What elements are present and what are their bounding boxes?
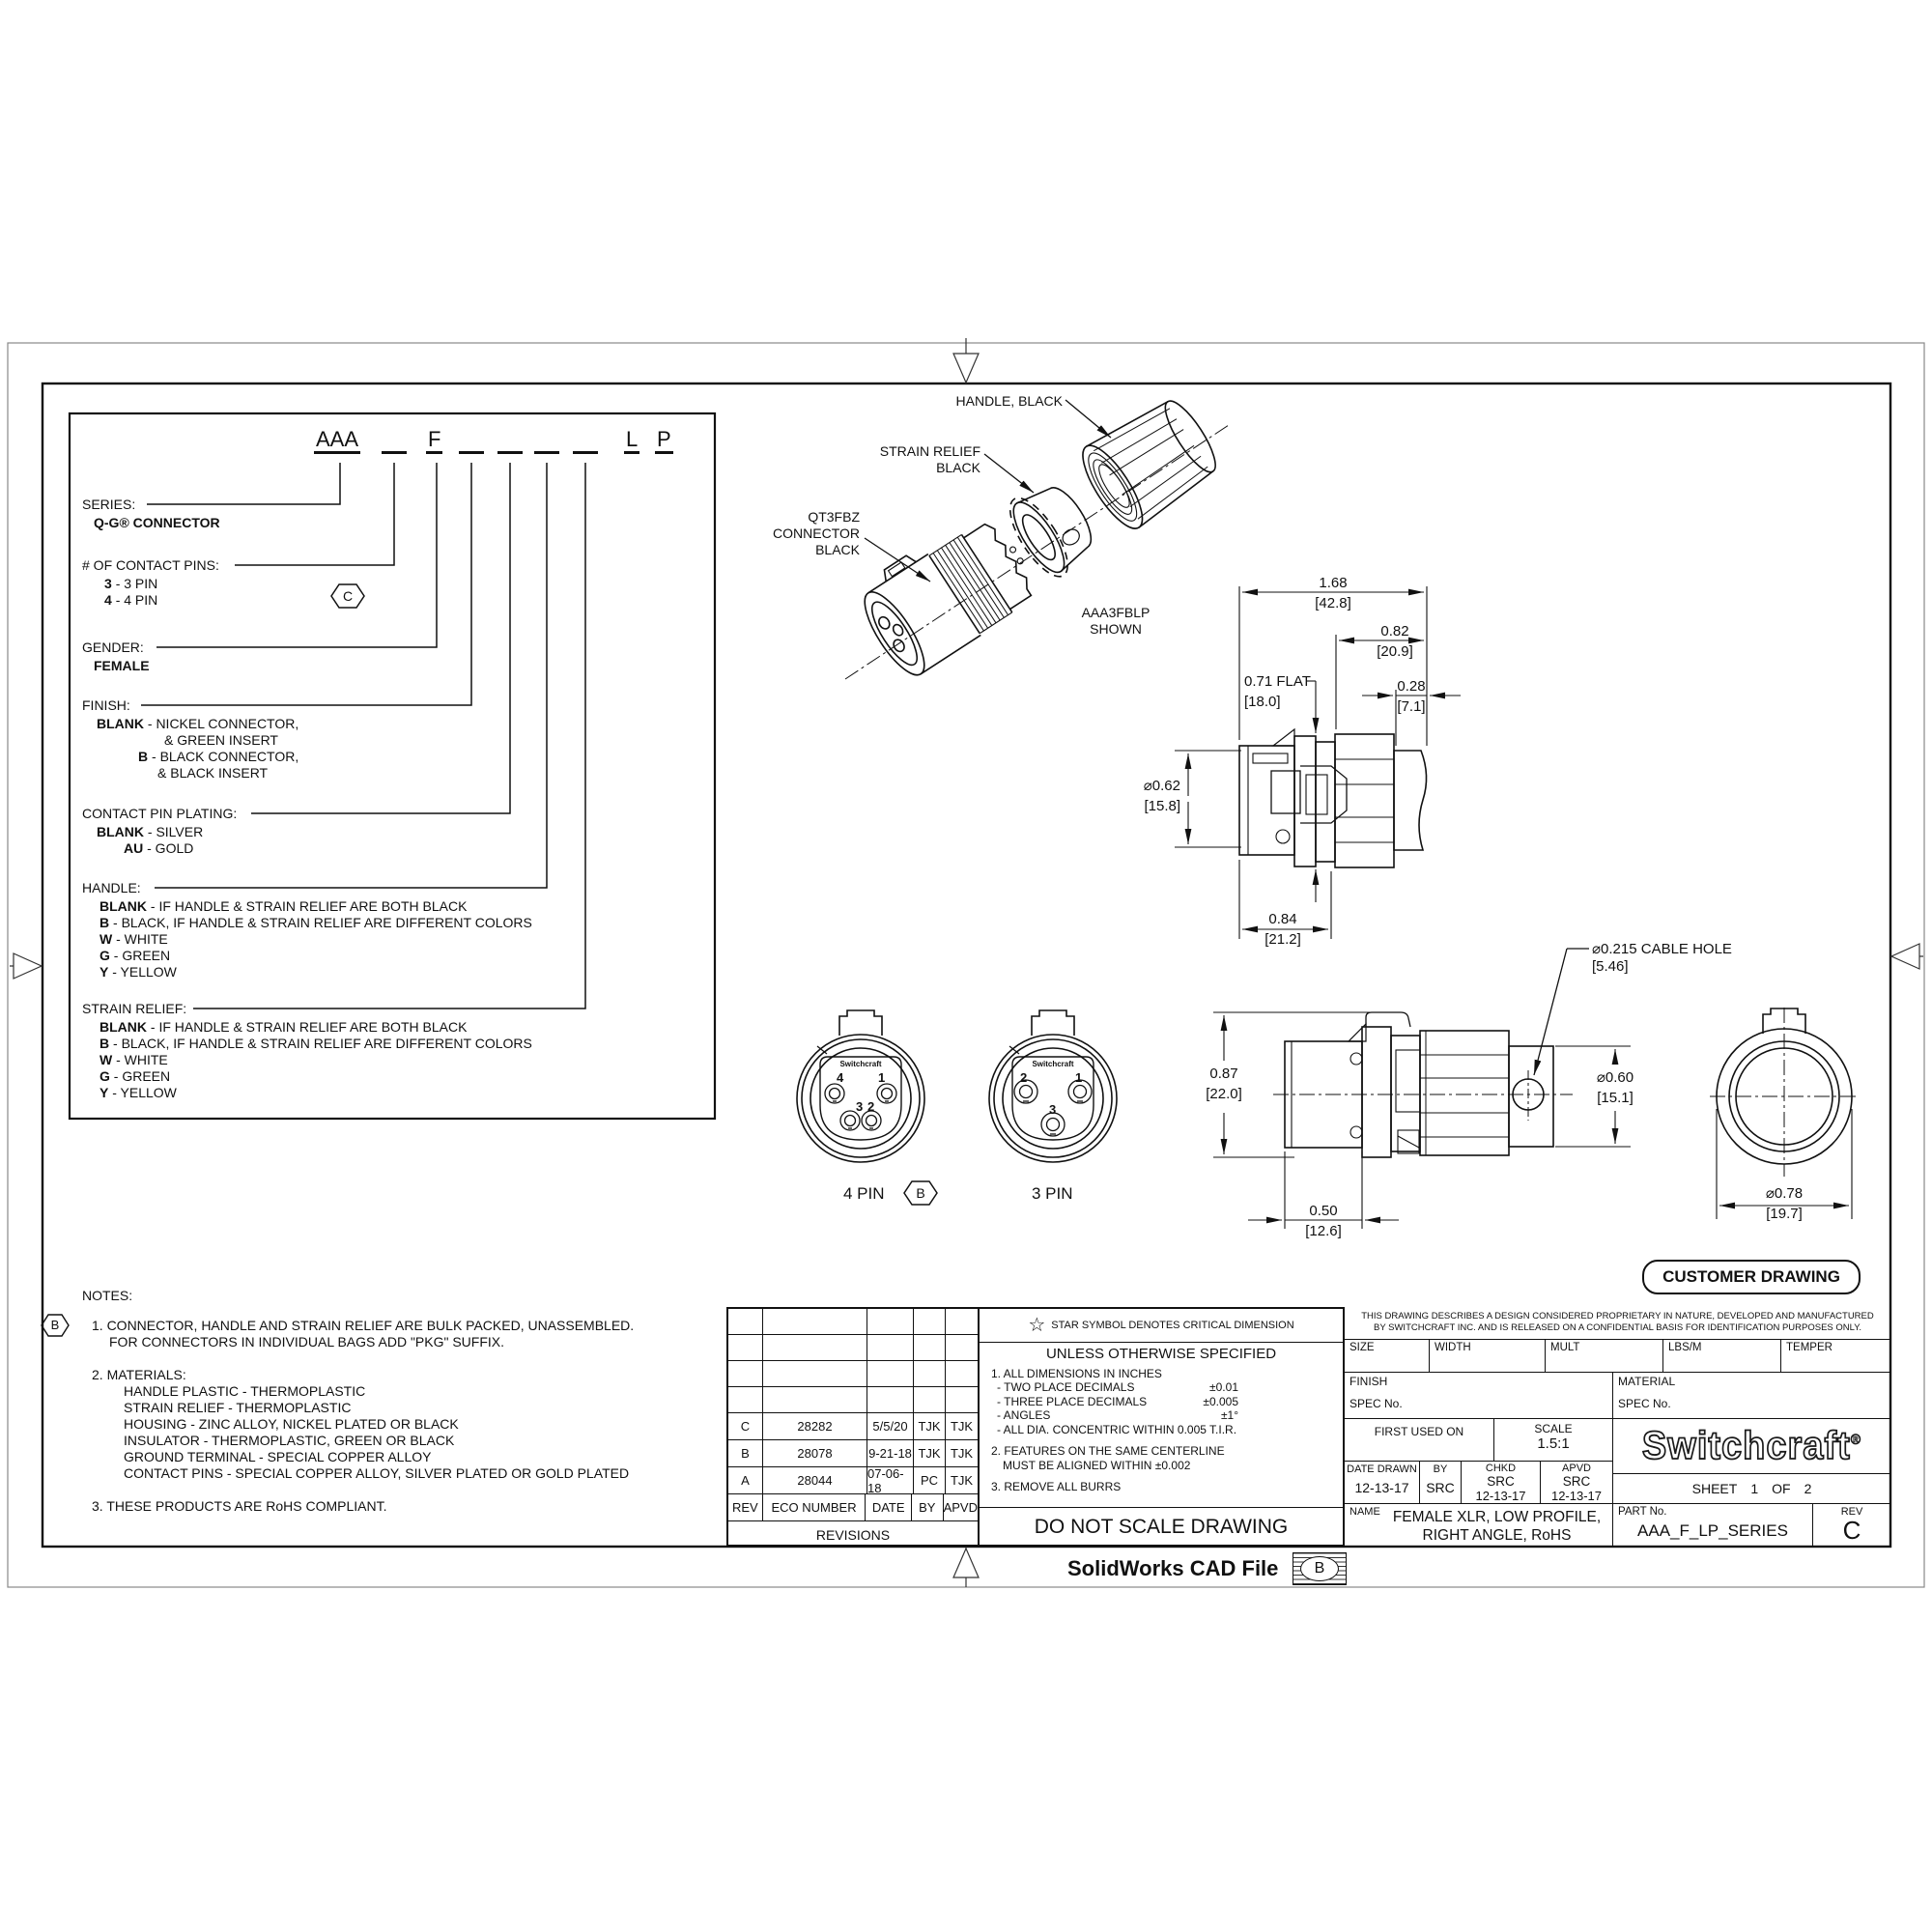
end-view: [1710, 1008, 1859, 1177]
proprietary-note: BY SWITCHCRAFT INC. AND IS RELEASED ON A CONFIDENTIAL BASIS FOR IDENTIFICATION PURPOSES ONLY.: [1373, 1322, 1861, 1333]
gender-label: GENDER:: [82, 639, 144, 655]
three-pin-face: [989, 1010, 1117, 1162]
by-label: BY: [1433, 1463, 1448, 1475]
three-pin-face-logo: Switchcraft: [1032, 1060, 1074, 1068]
finish-label: FINISH: [1350, 1375, 1388, 1388]
dim-front-length: 0.84 [21.2]: [1264, 911, 1301, 948]
flag-hexagon-c: C: [330, 583, 365, 609]
code-blank-pins: [382, 430, 407, 454]
dim-height: 0.87 [22.0]: [1203, 1066, 1245, 1102]
three-pin-label: 3 PIN: [1032, 1184, 1073, 1203]
three-pin-1: 1: [1075, 1070, 1083, 1085]
side-view-1-dims: [1175, 586, 1461, 939]
note-2: 2. MATERIALS:: [92, 1367, 186, 1382]
apvd-by: SRC: [1562, 1474, 1591, 1489]
sheet-number: 1: [1750, 1481, 1759, 1496]
chkd-date: 12-13-17: [1475, 1489, 1526, 1503]
name-label: NAME: [1350, 1506, 1380, 1518]
tol-line: 1. ALL DIMENSIONS IN INCHES: [991, 1366, 1162, 1380]
exploded-strain-relief: [1000, 472, 1105, 584]
note-2-material: STRAIN RELIEF - THERMOPLASTIC: [124, 1400, 352, 1415]
four-pin-3: 3: [856, 1099, 864, 1114]
chkd-by: SRC: [1487, 1474, 1515, 1489]
material-label: MATERIAL: [1618, 1375, 1676, 1388]
tol-line: MUST BE ALIGNED WITHIN ±0.002: [1003, 1458, 1191, 1472]
apvd-date: 12-13-17: [1550, 1489, 1603, 1503]
scale-label: SCALE: [1534, 1422, 1573, 1435]
scale-value: 1.5:1: [1537, 1435, 1570, 1452]
gender-value: FEMALE: [94, 658, 150, 673]
material-spec-label: SPEC No.: [1618, 1397, 1671, 1410]
exploded-handle-label: HANDLE, BLACK: [955, 393, 1063, 409]
flag-hexagon-b-note: B: [41, 1314, 70, 1337]
pins-label: # OF CONTACT PINS:: [82, 557, 219, 573]
dim-cable-hole: ⌀0.215 CABLE HOLE [5.46]: [1592, 941, 1732, 975]
note-2-material: HANDLE PLASTIC - THERMOPLASTIC: [124, 1383, 366, 1399]
plating-label: CONTACT PIN PLATING:: [82, 806, 238, 821]
tol-line: - ANGLES ±1°: [997, 1408, 1238, 1422]
series-label: SERIES:: [82, 497, 136, 512]
note-2-material: HOUSING - ZINC ALLOY, NICKEL PLATED OR BLACK: [124, 1416, 459, 1432]
handle-label: HANDLE:: [82, 880, 141, 895]
note-2-material: CONTACT PINS - SPECIAL COPPER ALLOY, SILVER PLATED OR GOLD PLATED: [124, 1465, 630, 1481]
exploded-strain-label: STRAIN RELIEF BLACK: [879, 443, 980, 475]
four-pin-1: 1: [878, 1070, 886, 1085]
sheet-label: SHEET: [1691, 1481, 1738, 1496]
exploded-connector-label: QT3FBZ CONNECTOR BLACK: [773, 509, 860, 557]
finish-spec-label: SPEC No.: [1350, 1397, 1403, 1410]
drawing-name-2: RIGHT ANGLE, RoHS: [1422, 1527, 1572, 1544]
finish-option-cont: & GREEN INSERT: [164, 732, 278, 748]
chkd-label: CHKD: [1485, 1463, 1517, 1474]
plating-option: AU - GOLD: [124, 840, 194, 856]
strain-option: W - WHITE: [99, 1052, 168, 1067]
by-value: SRC: [1426, 1480, 1455, 1495]
cad-flag-box: [1293, 1552, 1347, 1585]
tolerance-block: [980, 1307, 1343, 1547]
handle-option: B - BLACK, IF HANDLE & STRAIN RELIEF ARE DIFFERENT COLORS: [99, 915, 532, 930]
width-label: WIDTH: [1435, 1342, 1471, 1353]
dim-body-diameter: ⌀0.62 [15.8]: [1143, 778, 1180, 814]
three-pin-3: 3: [1049, 1102, 1057, 1117]
side-view-2: [1273, 1012, 1573, 1157]
do-not-scale: DO NOT SCALE DRAWING: [980, 1507, 1343, 1547]
tol-line: - THREE PLACE DECIMALS ±0.005: [997, 1394, 1238, 1408]
four-pin-label: 4 PIN: [843, 1184, 885, 1203]
tol-line: 2. FEATURES ON THE SAME CENTERLINE: [991, 1444, 1225, 1458]
switchcraft-logo: Switchcraft®: [1641, 1423, 1862, 1468]
exploded-shown-label: AAA3FBLP SHOWN: [1081, 605, 1151, 637]
finish-label: FINISH:: [82, 697, 130, 713]
four-pin-face-logo: Switchcraft: [839, 1060, 882, 1068]
code-gender: F: [426, 428, 442, 454]
tol-line: 3. REMOVE ALL BURRS: [991, 1480, 1122, 1493]
tol-line: - TWO PLACE DECIMALS ±0.01: [997, 1380, 1238, 1394]
three-pin-2: 2: [1020, 1070, 1028, 1085]
rev-value: C: [1842, 1516, 1861, 1545]
exploded-handle: [1072, 389, 1227, 536]
plating-option: BLANK - SILVER: [97, 824, 204, 839]
handle-option: Y - YELLOW: [99, 964, 177, 980]
finish-option: B - BLACK CONNECTOR,: [138, 749, 299, 764]
dim-flat: 0.71 FLAT [18.0]: [1244, 673, 1311, 710]
part-no-value: AAA_F_LP_SERIES: [1637, 1521, 1788, 1540]
revision-row: A 28044 07-06-18 PC TJK: [728, 1467, 978, 1494]
date-drawn-value: 12-13-17: [1354, 1480, 1409, 1495]
handle-option: W - WHITE: [99, 931, 168, 947]
revisions-table: [726, 1307, 980, 1547]
exploded-view: [845, 389, 1229, 683]
strain-option: BLANK - IF HANDLE & STRAIN RELIEF ARE BOTH BLACK: [99, 1019, 468, 1035]
strain-option: Y - YELLOW: [99, 1085, 177, 1100]
code-blank-strain: [573, 430, 598, 454]
flag-hexagon-b-4pin: B: [903, 1180, 938, 1206]
strain-option: G - GREEN: [99, 1068, 171, 1084]
first-used-label: FIRST USED ON: [1374, 1425, 1464, 1438]
series-value: Q-G® CONNECTOR: [94, 515, 220, 530]
four-pin-2: 2: [867, 1099, 875, 1114]
dim-handle-diameter: ⌀0.78 [19.7]: [1765, 1185, 1804, 1222]
handle-option: BLANK - IF HANDLE & STRAIN RELIEF ARE BOTH BLACK: [99, 898, 468, 914]
revisions-header-row: REV ECO NUMBER DATE BY APVD: [728, 1494, 978, 1521]
strain-option: B - BLACK, IF HANDLE & STRAIN RELIEF ARE DIFFERENT COLORS: [99, 1036, 532, 1051]
pins-option: 4 - 4 PIN: [104, 592, 158, 608]
star-icon: ☆: [1028, 1315, 1046, 1336]
code-series: AAA: [314, 428, 360, 454]
code-p: P: [655, 428, 673, 454]
part-no-label: PART No.: [1618, 1506, 1667, 1518]
star-note: STAR SYMBOL DENOTES CRITICAL DIMENSION: [1051, 1320, 1294, 1331]
dim-boot-length: 0.28 [7.1]: [1397, 678, 1426, 715]
mult-label: MULT: [1550, 1342, 1580, 1353]
proprietary-note: THIS DRAWING DESCRIBES A DESIGN CONSIDERED PROPRIETARY IN NATURE, DEVELOPED AND MANUFACTURED: [1361, 1311, 1874, 1321]
four-pin-face: [797, 1010, 924, 1162]
uos-header: UNLESS OTHERWISE SPECIFIED: [1045, 1346, 1277, 1362]
notes-title: NOTES:: [82, 1288, 133, 1303]
dim-handle-length: 0.82 [20.9]: [1377, 623, 1413, 660]
dim-barrel-length: 0.50 [12.6]: [1305, 1203, 1342, 1239]
revision-row: C 28282 5/5/20 TJK TJK: [728, 1413, 978, 1440]
temper-label: TEMPER: [1786, 1342, 1833, 1353]
code-blank-plating: [497, 430, 523, 454]
side-view-2-dims: [1213, 949, 1631, 1229]
sheet-total: 2: [1804, 1481, 1812, 1496]
tol-line: - ALL DIA. CONCENTRIC WITHIN 0.005 T.I.R.: [997, 1422, 1237, 1436]
strain-label: STRAIN RELIEF:: [82, 1001, 187, 1016]
drawing-name-1: FEMALE XLR, LOW PROFILE,: [1392, 1509, 1602, 1525]
revision-row: B 28078 9-21-18 TJK TJK: [728, 1440, 978, 1467]
lbsm-label: LBS/M: [1668, 1342, 1702, 1353]
note-2-material: INSULATOR - THERMOPLASTIC, GREEN OR BLACK: [124, 1433, 455, 1448]
exploded-leaders: [865, 400, 1111, 582]
dim-boot-diameter: ⌀0.60 [15.1]: [1594, 1070, 1636, 1106]
side-view-1: [1239, 729, 1427, 867]
code-blank-handle: [534, 430, 559, 454]
note-3: 3. THESE PRODUCTS ARE RoHS COMPLIANT.: [92, 1498, 387, 1514]
note-1-line-1: 1. CONNECTOR, HANDLE AND STRAIN RELIEF ARE BULK PACKED, UNASSEMBLED.: [92, 1318, 635, 1333]
size-label: SIZE: [1350, 1342, 1375, 1353]
finish-option-cont: & BLACK INSERT: [157, 765, 269, 781]
customer-drawing-stamp: CUSTOMER DRAWING: [1642, 1260, 1861, 1294]
dim-overall-length: 1.68 [42.8]: [1315, 575, 1351, 611]
sheet-of-label: OF: [1772, 1481, 1791, 1496]
title-block: [1343, 1307, 1890, 1547]
code-blank-finish: [459, 430, 484, 454]
date-drawn-label: DATE DRAWN: [1347, 1463, 1417, 1475]
note-2-material: GROUND TERMINAL - SPECIAL COPPER ALLOY: [124, 1449, 432, 1464]
code-l: L: [624, 428, 639, 454]
four-pin-4: 4: [837, 1070, 844, 1085]
apvd-label: APVD: [1562, 1463, 1591, 1474]
handle-option: G - GREEN: [99, 948, 171, 963]
cad-flag-letter: B: [1300, 1556, 1339, 1581]
pins-option: 3 - 3 PIN: [104, 576, 158, 591]
revisions-footer: REVISIONS: [815, 1526, 891, 1543]
rev-label: REV: [1840, 1506, 1863, 1518]
finish-option: BLANK - NICKEL CONNECTOR,: [97, 716, 299, 731]
cad-file-note: SolidWorks CAD File: [1067, 1556, 1279, 1580]
note-1-line-2: FOR CONNECTORS IN INDIVIDUAL BAGS ADD "PKG" SUFFIX.: [109, 1334, 505, 1350]
